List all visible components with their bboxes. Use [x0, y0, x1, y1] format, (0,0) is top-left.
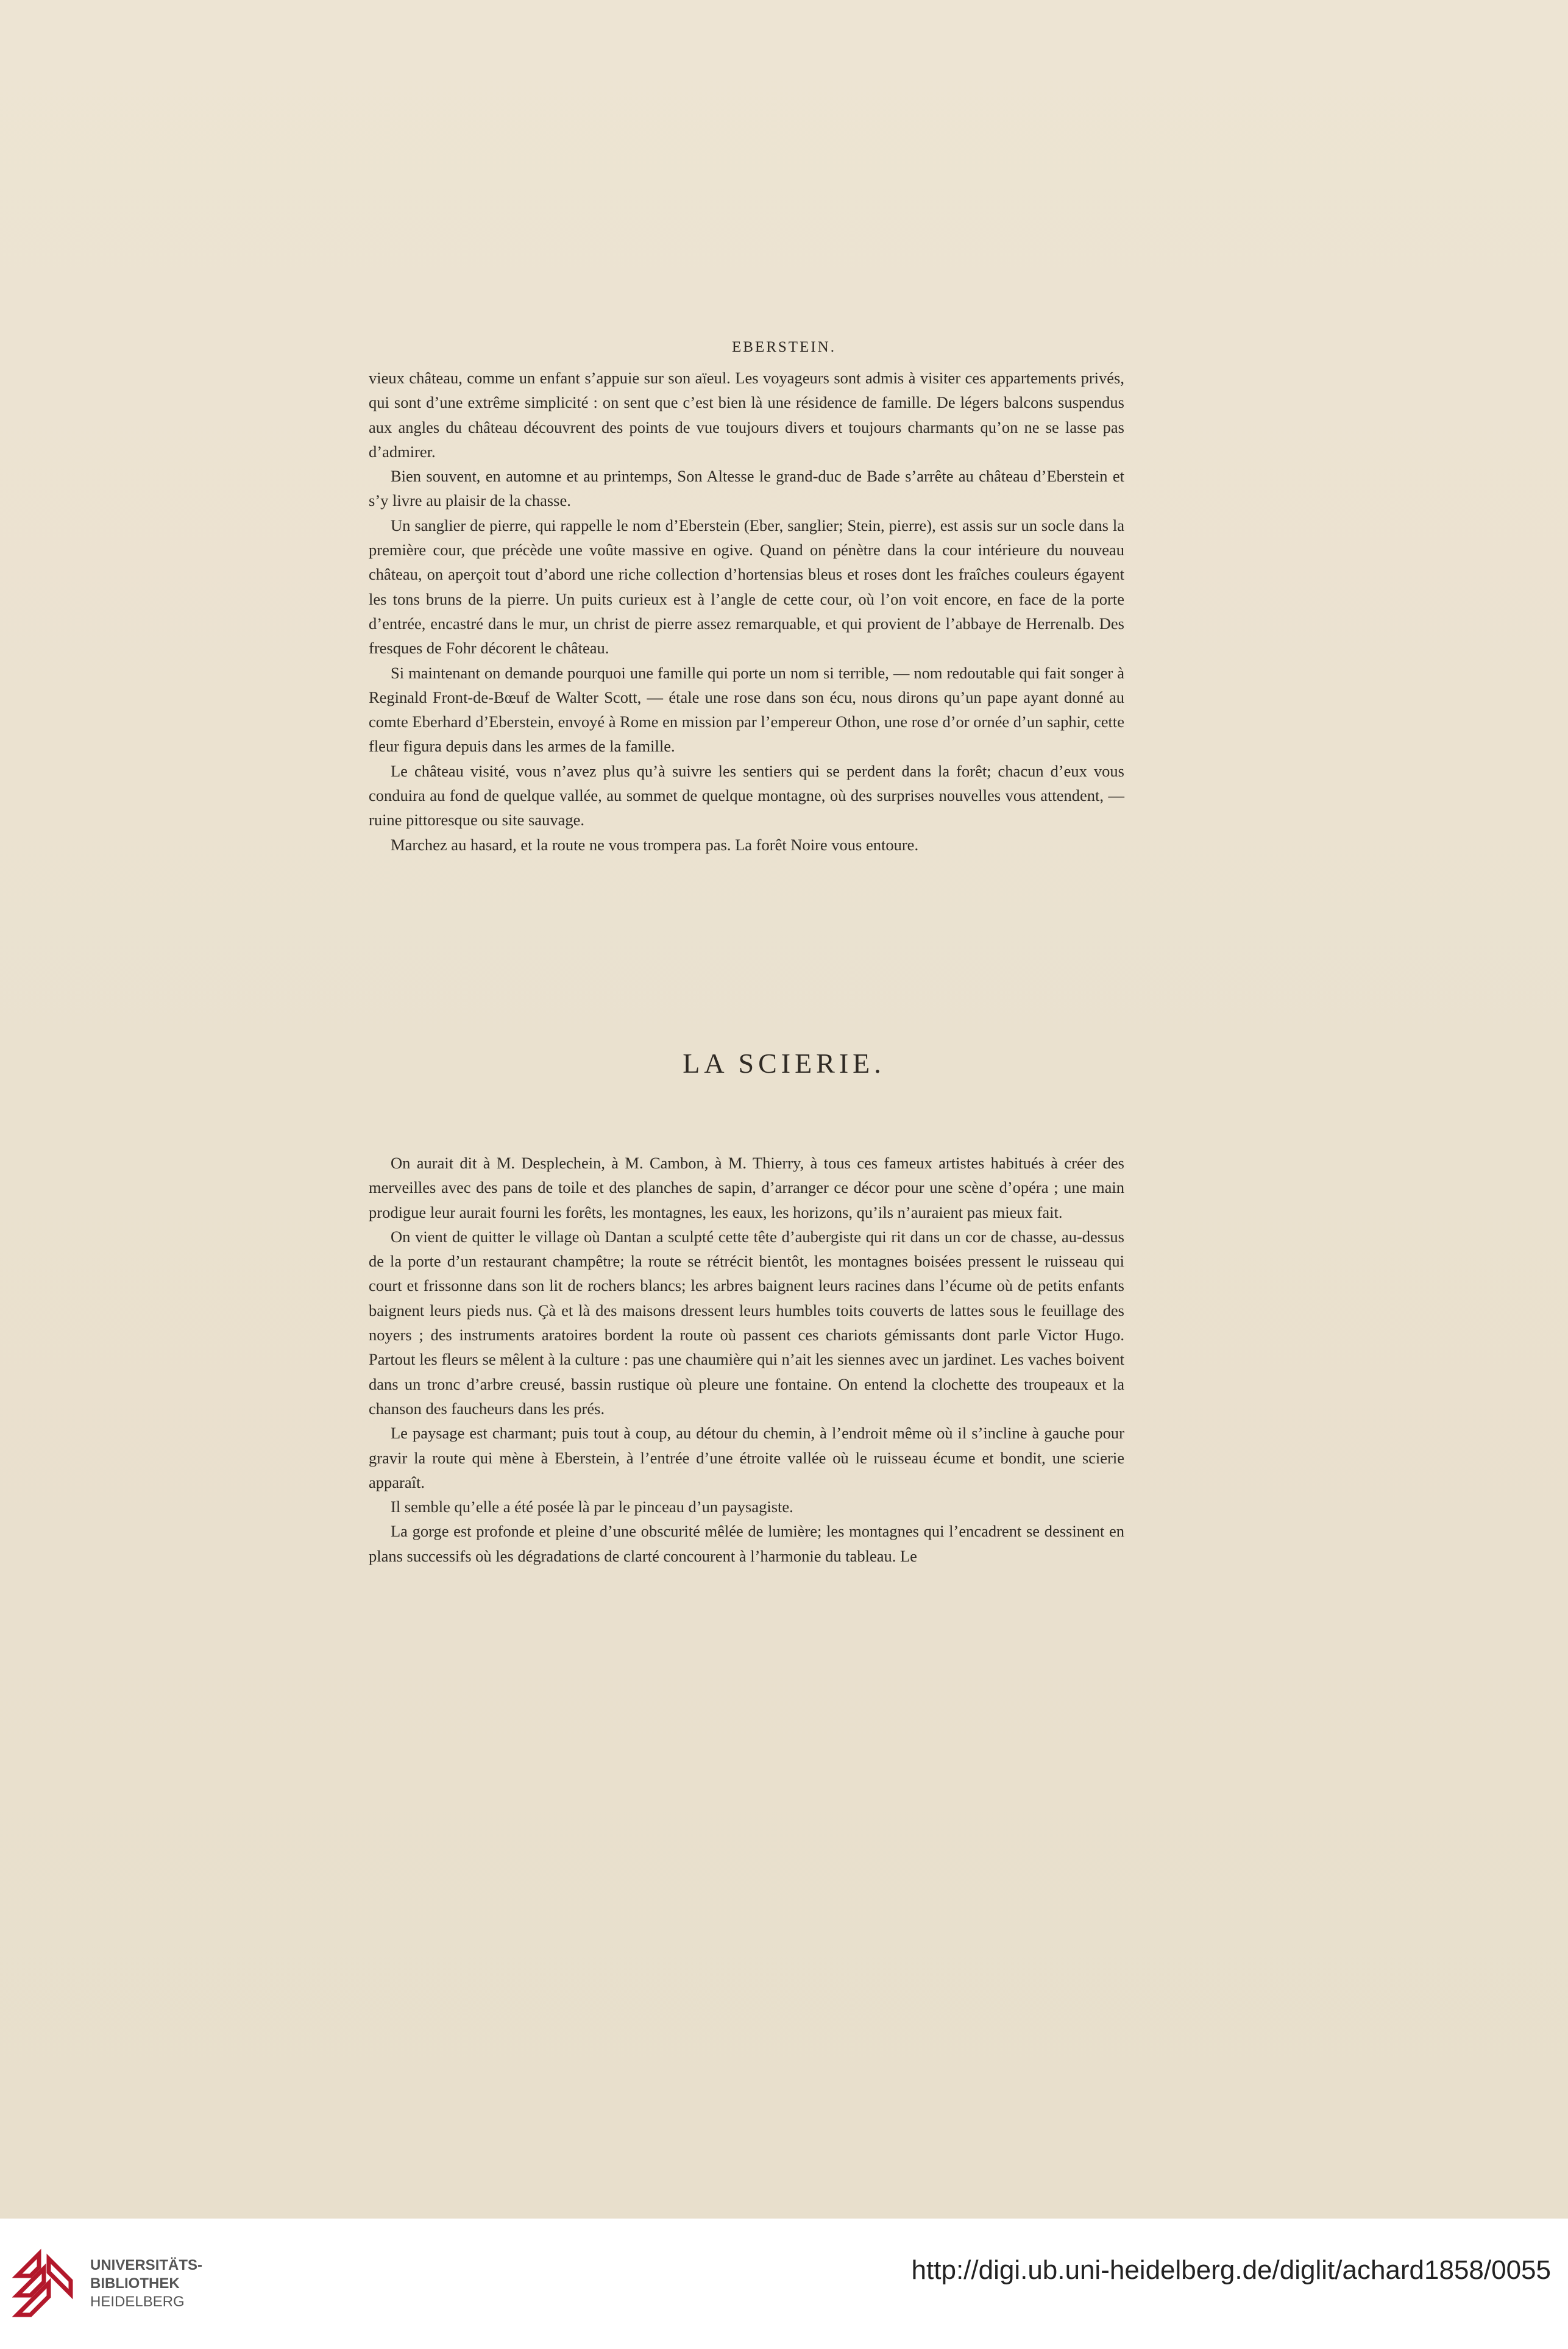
paragraph: On vient de quitter le village où Dantan a sculpté cette tête d’aubergiste qui rit dans un cor de chasse, au-dessus de la porte d’un restaurant champêtre; la route se rétrécit bientôt, les montagnes boisées pressent le ruisseau qui court et frissonne dans son lit de rochers blancs; les arbres baignent leurs racines dans l’écume où de petits enfants baignent leurs pieds nus. Çà et là des maisons dressent leurs humbles toits couverts de lattes sous le feuillage des noyers ; des instruments aratoires bordent la route où passent ces chariots gémissants dont parle Victor Hugo. Partout les fleurs se mêlent à la culture : pas une chaumière qui n’ait les siennes avec un jardinet. Les vaches boivent dans un tronc d’arbre creusé, bassin rustique où pleure une fontaine. On entend la clochette des troupeaux et la chanson des faucheurs dans les prés. — [369, 1227, 1124, 1418]
paragraph: Marchez au hasard, et la route ne vous trompera pas. La forêt Noire vous entoure. — [391, 835, 919, 854]
library-name-line: UNIVERSITÄTS- — [90, 2257, 203, 2273]
library-name — [90, 2256, 202, 2311]
paragraph: Si maintenant on demande pourquoi une famille qui porte un nom si terrible, — nom redoutable qui fait songer à Reginald Front-de-Bœuf de Walter Scott, — étale une rose dans son écu, nous dirons qu’un pape ayant donné au comte Eberhard d’Eberstein, envoyé à Rome en mission par l’empereur Othon, une rose d’or ornée d’un saphir, cette fleur figura depuis dans les armes de la famille. — [369, 663, 1124, 756]
paragraph: La gorge est profonde et pleine d’une obscurité mêlée de lumière; les montagnes qui l’encadrent se dessinent en plans successifs où les dégradations de clarté concourent à l’harmonie du tableau. Le — [369, 1522, 1124, 1565]
paragraph: Le paysage est charmant; puis tout à coup, au détour du chemin, à l’endroit même où il s’incline à gauche pour gravir la route qui mène à Eberstein, à l’entrée d’une étroite vallée où le ruisseau écume et bondit, une scierie apparaît. — [369, 1424, 1124, 1491]
text-block-eberstein — [369, 366, 1124, 857]
section-title: LA SCIERIE. — [683, 1048, 885, 1079]
running-head: EBERSTEIN. — [732, 339, 836, 355]
digitization-footer — [0, 2219, 1568, 2349]
library-logo-icon — [12, 2248, 76, 2320]
paragraph: Un sanglier de pierre, qui rappelle le nom d’Eberstein (Eber, sanglier; Stein, pierre), est assis sur un socle dans la première cour, que précède une voûte massive en ogive. Quand on pénètre dans la cour intérieure du nouveau château, on aperçoit tout d’abord une riche collection d’hortensias bleus et roses dont les fraîches couleurs égayent les tons bruns de la pierre. Un puits curieux est à l’angle de cette cour, où l’on voit encore, en face de la porte d’entrée, encastré dans le mur, un christ de pierre assez remarquable, et qui provient de l’abbaye de Herrenalb. Des fresques de Fohr décorent le château. — [369, 516, 1124, 658]
library-name-line: BIBLIOTHEK — [90, 2275, 180, 2292]
permalink-url[interactable]: http://digi.ub.uni-heidelberg.de/diglit/achard1858/0055 — [911, 2255, 1551, 2285]
text-block-la-scierie — [369, 1151, 1124, 1568]
paragraph: On aurait dit à M. Desplechein, à M. Cambon, à M. Thierry, à tous ces fameux artistes habitués à créer des merveilles avec des pans de toile et des planches de sapin, d’arranger ce décor pour une scène d’opéra ; une main prodigue leur aurait fourni les forêts, les montagnes, les eaux, les horizons, qu’ils n’auraient pas mieux fait. — [369, 1154, 1124, 1221]
paragraph: Il semble qu’elle a été posée là par le pinceau d’un paysagiste. — [391, 1498, 793, 1516]
paragraph: Bien souvent, en automne et au printemps, Son Altesse le grand-duc de Bade s’arrête au château d’Eberstein et s’y livre au plaisir de la chasse. — [369, 467, 1124, 510]
paragraph: vieux château, comme un enfant s’appuie sur son aïeul. Les voyageurs sont admis à visiter ces appartements privés, qui sont d’une extrême simplicité : on sent que c’est bien là une résidence de famille. De légers balcons suspendus aux angles du château découvrent des points de vue toujours divers et toujours charmants qu’on ne se lasse pas d’admirer. — [369, 369, 1124, 461]
library-name-line: HEIDELBERG — [90, 2294, 185, 2310]
paragraph: Le château visité, vous n’avez plus qu’à suivre les sentiers qui se perdent dans la forêt; chacun d’eux vous conduira au fond de quelque vallée, au sommet de quelque montagne, où des surprises nouvelles vous attendent, — ruine pittoresque ou site sauvage. — [369, 761, 1124, 830]
